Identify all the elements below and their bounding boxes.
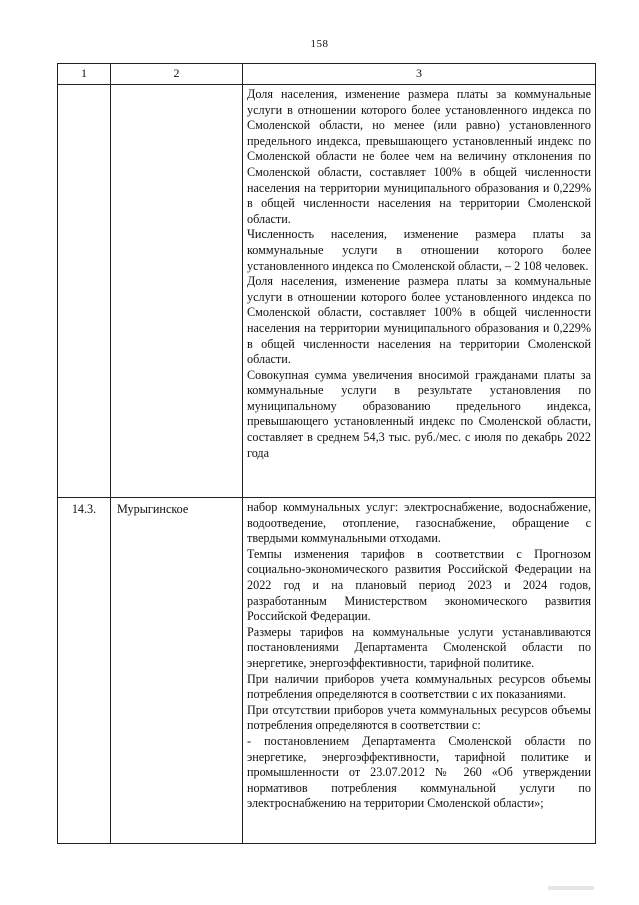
settlement-name: Мурыгинское xyxy=(111,498,243,844)
column-header: 3 xyxy=(243,64,596,85)
column-header: 1 xyxy=(58,64,111,85)
paragraph: - постановлением Департамента Смоленской области по энергетике, энергоэффективности, тарифной политике и промышленности от 23.07.2012 № 260 «Об утверждении нормативов потребления коммунальной услуги по электроснабжению на территории Смоленской области»; xyxy=(247,733,591,811)
paragraph: При наличии приборов учета коммунальных ресурсов объемы потребления определяются в соответствии с их показаниями. xyxy=(247,671,591,702)
paragraph: Доля населения, изменение размера платы за коммунальные услуги в отношении которого более установленного индекса по Смоленской области, составляет 100% в общей численности населения на территории муниципального образования и 0,229% в общей численности населения на территории Смоленской области. xyxy=(247,274,591,367)
column-header: 2 xyxy=(111,64,243,85)
settlement-name xyxy=(111,85,243,498)
paragraph: Совокупная сумма увеличения вносимой гражданами платы за коммунальные услуги в результате установления по муниципальному образованию предельного индекса, превышающего установленный индекс по Смоленской области, составляет в среднем 54,3 тыс. руб./мес. с июля по декабрь 2022 года xyxy=(247,367,591,460)
paragraph: Темпы изменения тарифов в соответствии с Прогнозом социально-экономического развития Российской Федерации на 2022 год и на плановый период 2023 и 2024 годов, разработанным Министерством экономического развития Российской Федерации. xyxy=(247,546,591,624)
scan-artifact xyxy=(548,886,594,890)
paragraph: Численность населения, изменение размера платы за коммунальные услуги в отношении которого более установленного индекса по Смоленской области, – 2 108 человек. xyxy=(247,227,591,273)
table-row xyxy=(58,85,596,498)
table-row xyxy=(58,498,596,844)
row-number: 14.3. xyxy=(58,498,111,844)
paragraph: Размеры тарифов на коммунальные услуги устанавливаются постановлениями Департамента Смоленской области по энергетике, энергоэффективности, тарифной политике. xyxy=(247,624,591,670)
document-table xyxy=(57,63,596,844)
page-number: 158 xyxy=(310,38,329,50)
row-number xyxy=(58,85,111,498)
row-content xyxy=(243,85,596,498)
table-header-row xyxy=(58,64,596,85)
row-content xyxy=(243,498,596,844)
paragraph: Доля населения, изменение размера платы за коммунальные услуги в отношении которого более установленного индекса по Смоленской области, но менее (или равно) установленного предельного индекса, превышающего установленный индекс по Смоленской области не более чем на величину отклонения по Смоленской области, составляет 100% в общей численности населения на территории муниципального образования и 0,229% в общей численности населения на территории Смоленской области. xyxy=(247,87,591,226)
paragraph: При отсутствии приборов учета коммунальных ресурсов объемы потребления определяются в соответствии с: xyxy=(247,702,591,733)
paragraph: набор коммунальных услуг: электроснабжение, водоснабжение, водоотведение, отопление, газоснабжение, обращение с твердыми коммунальными отходами. xyxy=(247,500,591,546)
